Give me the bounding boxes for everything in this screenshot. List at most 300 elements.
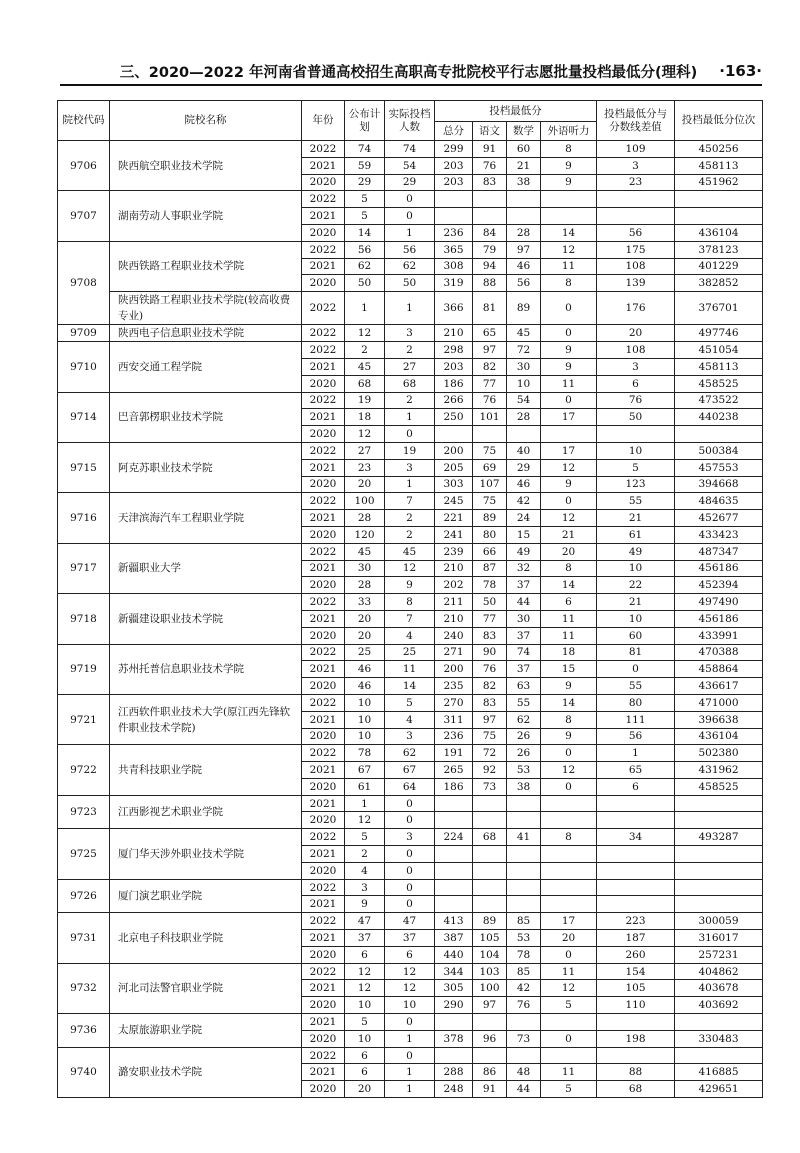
table-row bbox=[58, 745, 763, 762]
cell-plan: 19 bbox=[345, 392, 385, 409]
cell-year: 2022 bbox=[302, 191, 345, 208]
table-row bbox=[58, 342, 763, 359]
cell-plan: 5 bbox=[345, 829, 385, 846]
cell-total: 236 bbox=[435, 728, 473, 745]
cell-math: 78 bbox=[507, 946, 541, 963]
cell-math: 28 bbox=[507, 224, 541, 241]
cell-chinese: 79 bbox=[473, 241, 507, 258]
school-name: 苏州托普信息职业技术学院 bbox=[110, 644, 302, 694]
cell-rank: 382852 bbox=[675, 275, 763, 292]
cell-rank: 452677 bbox=[675, 510, 763, 527]
cell-actual: 67 bbox=[385, 762, 435, 779]
cell-diff: 23 bbox=[597, 174, 675, 191]
cell-rank: 451054 bbox=[675, 342, 763, 359]
cell-diff: 6 bbox=[597, 375, 675, 392]
cell-chinese: 92 bbox=[473, 762, 507, 779]
cell-chinese: 84 bbox=[473, 224, 507, 241]
cell-foreign: 18 bbox=[541, 644, 597, 661]
cell-actual: 0 bbox=[385, 1047, 435, 1064]
cell-math: 44 bbox=[507, 594, 541, 611]
cell-diff: 88 bbox=[597, 1064, 675, 1081]
cell-math: 54 bbox=[507, 392, 541, 409]
cell-plan: 20 bbox=[345, 610, 385, 627]
cell-chinese bbox=[473, 862, 507, 879]
cell-rank: 433423 bbox=[675, 526, 763, 543]
cell-actual: 1 bbox=[385, 1081, 435, 1098]
cell-math bbox=[507, 795, 541, 812]
cell-chinese: 80 bbox=[473, 526, 507, 543]
cell-total: 210 bbox=[435, 560, 473, 577]
cell-foreign: 0 bbox=[541, 292, 597, 325]
cell-rank: 500384 bbox=[675, 442, 763, 459]
cell-diff: 49 bbox=[597, 543, 675, 560]
school-code: 9719 bbox=[58, 644, 110, 694]
cell-foreign: 9 bbox=[541, 342, 597, 359]
cell-actual: 0 bbox=[385, 208, 435, 225]
cell-diff bbox=[597, 191, 675, 208]
cell-year: 2021 bbox=[302, 896, 345, 913]
cell-chinese: 90 bbox=[473, 644, 507, 661]
cell-rank: 456186 bbox=[675, 560, 763, 577]
cell-diff bbox=[597, 896, 675, 913]
cell-diff: 34 bbox=[597, 829, 675, 846]
cell-chinese: 68 bbox=[473, 829, 507, 846]
cell-total: 200 bbox=[435, 661, 473, 678]
cell-math: 10 bbox=[507, 375, 541, 392]
cell-plan: 6 bbox=[345, 1064, 385, 1081]
cell-chinese: 105 bbox=[473, 930, 507, 947]
cell-year: 2022 bbox=[302, 963, 345, 980]
cell-foreign: 11 bbox=[541, 610, 597, 627]
cell-math: 29 bbox=[507, 459, 541, 476]
header-rank: 投档最低分位次 bbox=[675, 101, 763, 141]
cell-diff: 22 bbox=[597, 577, 675, 594]
cell-total bbox=[435, 795, 473, 812]
cell-total: 440 bbox=[435, 946, 473, 963]
cell-math: 63 bbox=[507, 678, 541, 695]
cell-foreign: 0 bbox=[541, 392, 597, 409]
table-row bbox=[58, 594, 763, 611]
cell-diff: 123 bbox=[597, 476, 675, 493]
school-code: 9707 bbox=[58, 191, 110, 241]
cell-foreign bbox=[541, 1014, 597, 1031]
header-actual: 实际投档人数 bbox=[385, 101, 435, 141]
school-code: 9717 bbox=[58, 543, 110, 593]
cell-diff: 80 bbox=[597, 694, 675, 711]
cell-math: 15 bbox=[507, 526, 541, 543]
school-name: 新疆建设职业技术学院 bbox=[110, 594, 302, 644]
cell-year: 2020 bbox=[302, 375, 345, 392]
cell-total bbox=[435, 862, 473, 879]
cell-rank: 433991 bbox=[675, 627, 763, 644]
school-name: 陕西铁路工程职业技术学院 bbox=[110, 241, 302, 291]
cell-plan: 6 bbox=[345, 946, 385, 963]
cell-rank bbox=[675, 862, 763, 879]
cell-actual: 0 bbox=[385, 846, 435, 863]
cell-chinese: 83 bbox=[473, 174, 507, 191]
cell-math: 42 bbox=[507, 980, 541, 997]
table-body bbox=[58, 141, 763, 1098]
cell-rank: 394668 bbox=[675, 476, 763, 493]
school-code: 9726 bbox=[58, 879, 110, 913]
cell-total bbox=[435, 1014, 473, 1031]
cell-rank: 456186 bbox=[675, 610, 763, 627]
cell-actual: 3 bbox=[385, 325, 435, 342]
cell-rank: 416885 bbox=[675, 1064, 763, 1081]
cell-actual: 3 bbox=[385, 829, 435, 846]
cell-math bbox=[507, 879, 541, 896]
cell-plan: 46 bbox=[345, 678, 385, 695]
cell-chinese: 97 bbox=[473, 997, 507, 1014]
cell-chinese: 82 bbox=[473, 678, 507, 695]
cell-math: 26 bbox=[507, 728, 541, 745]
cell-chinese: 103 bbox=[473, 963, 507, 980]
school-code: 9725 bbox=[58, 829, 110, 879]
cell-total bbox=[435, 879, 473, 896]
cell-actual: 19 bbox=[385, 442, 435, 459]
cell-actual: 9 bbox=[385, 577, 435, 594]
cell-foreign: 8 bbox=[541, 560, 597, 577]
cell-actual: 7 bbox=[385, 493, 435, 510]
school-name: 潞安职业技术学院 bbox=[110, 1047, 302, 1097]
cell-year: 2022 bbox=[302, 745, 345, 762]
school-code: 9716 bbox=[58, 493, 110, 543]
cell-rank: 473522 bbox=[675, 392, 763, 409]
school-code: 9736 bbox=[58, 1014, 110, 1048]
table-row bbox=[58, 191, 763, 208]
cell-actual: 5 bbox=[385, 694, 435, 711]
school-name: 陕西电子信息职业技术学院 bbox=[110, 325, 302, 342]
cell-actual: 64 bbox=[385, 778, 435, 795]
cell-foreign bbox=[541, 426, 597, 443]
cell-actual: 54 bbox=[385, 157, 435, 174]
cell-actual: 1 bbox=[385, 1030, 435, 1047]
table-row bbox=[58, 543, 763, 560]
cell-diff bbox=[597, 812, 675, 829]
school-code: 9708 bbox=[58, 241, 110, 324]
cell-math: 72 bbox=[507, 342, 541, 359]
cell-actual: 4 bbox=[385, 711, 435, 728]
cell-total: 271 bbox=[435, 644, 473, 661]
cell-year: 2020 bbox=[302, 862, 345, 879]
cell-total: 191 bbox=[435, 745, 473, 762]
cell-year: 2022 bbox=[302, 694, 345, 711]
cell-math: 28 bbox=[507, 409, 541, 426]
cell-chinese: 78 bbox=[473, 577, 507, 594]
cell-foreign: 8 bbox=[541, 141, 597, 158]
cell-rank: 471000 bbox=[675, 694, 763, 711]
cell-total: 224 bbox=[435, 829, 473, 846]
cell-plan: 20 bbox=[345, 1081, 385, 1098]
cell-year: 2022 bbox=[302, 594, 345, 611]
cell-chinese: 76 bbox=[473, 157, 507, 174]
cell-plan: 62 bbox=[345, 258, 385, 275]
cell-rank: 376701 bbox=[675, 292, 763, 325]
cell-math: 37 bbox=[507, 627, 541, 644]
cell-year: 2022 bbox=[302, 644, 345, 661]
cell-diff: 61 bbox=[597, 526, 675, 543]
cell-math: 44 bbox=[507, 1081, 541, 1098]
table-row bbox=[58, 829, 763, 846]
cell-plan: 61 bbox=[345, 778, 385, 795]
cell-actual: 25 bbox=[385, 644, 435, 661]
cell-year: 2022 bbox=[302, 141, 345, 158]
cell-year: 2022 bbox=[302, 325, 345, 342]
cell-actual: 4 bbox=[385, 627, 435, 644]
cell-foreign: 20 bbox=[541, 930, 597, 947]
cell-plan: 50 bbox=[345, 275, 385, 292]
cell-rank: 378123 bbox=[675, 241, 763, 258]
table-row bbox=[58, 1047, 763, 1064]
cell-actual: 2 bbox=[385, 510, 435, 527]
cell-plan: 1 bbox=[345, 292, 385, 325]
cell-total: 303 bbox=[435, 476, 473, 493]
cell-rank: 440238 bbox=[675, 409, 763, 426]
cell-plan: 1 bbox=[345, 795, 385, 812]
cell-foreign bbox=[541, 812, 597, 829]
cell-actual: 62 bbox=[385, 745, 435, 762]
cell-math bbox=[507, 896, 541, 913]
cell-rank bbox=[675, 879, 763, 896]
school-name: 陕西航空职业技术学院 bbox=[110, 141, 302, 191]
cell-actual: 1 bbox=[385, 409, 435, 426]
cell-rank: 457553 bbox=[675, 459, 763, 476]
cell-actual: 2 bbox=[385, 526, 435, 543]
cell-chinese: 81 bbox=[473, 292, 507, 325]
cell-math: 32 bbox=[507, 560, 541, 577]
cell-chinese: 88 bbox=[473, 275, 507, 292]
cell-diff: 109 bbox=[597, 141, 675, 158]
table-row bbox=[58, 913, 763, 930]
cell-foreign: 9 bbox=[541, 728, 597, 745]
cell-diff: 20 bbox=[597, 325, 675, 342]
cell-chinese: 97 bbox=[473, 711, 507, 728]
cell-foreign bbox=[541, 846, 597, 863]
school-code: 9709 bbox=[58, 325, 110, 342]
table-row bbox=[58, 1014, 763, 1031]
cell-plan: 68 bbox=[345, 375, 385, 392]
cell-chinese: 82 bbox=[473, 358, 507, 375]
cell-year: 2021 bbox=[302, 846, 345, 863]
cell-math bbox=[507, 862, 541, 879]
header-foreign: 外语听力 bbox=[541, 122, 597, 141]
header-diff: 投档最低分与分数线差值 bbox=[597, 101, 675, 141]
cell-plan: 12 bbox=[345, 963, 385, 980]
cell-math: 40 bbox=[507, 442, 541, 459]
cell-plan: 14 bbox=[345, 224, 385, 241]
cell-year: 2021 bbox=[302, 610, 345, 627]
cell-actual: 0 bbox=[385, 795, 435, 812]
header-year: 年份 bbox=[302, 101, 345, 141]
cell-year: 2021 bbox=[302, 409, 345, 426]
cell-diff bbox=[597, 1047, 675, 1064]
cell-diff: 56 bbox=[597, 728, 675, 745]
cell-plan: 29 bbox=[345, 174, 385, 191]
cell-chinese bbox=[473, 812, 507, 829]
cell-year: 2021 bbox=[302, 459, 345, 476]
cell-actual: 3 bbox=[385, 728, 435, 745]
header-chinese: 语文 bbox=[473, 122, 507, 141]
table-row bbox=[58, 392, 763, 409]
cell-year: 2022 bbox=[302, 879, 345, 896]
page-header bbox=[60, 58, 762, 86]
school-name: 江西影视艺术职业学院 bbox=[110, 795, 302, 829]
cell-math bbox=[507, 1047, 541, 1064]
cell-total: 288 bbox=[435, 1064, 473, 1081]
cell-total: 248 bbox=[435, 1081, 473, 1098]
cell-math bbox=[507, 191, 541, 208]
cell-total: 186 bbox=[435, 778, 473, 795]
cell-diff: 260 bbox=[597, 946, 675, 963]
cell-math: 24 bbox=[507, 510, 541, 527]
cell-foreign: 9 bbox=[541, 678, 597, 695]
cell-rank: 452394 bbox=[675, 577, 763, 594]
cell-math: 37 bbox=[507, 577, 541, 594]
school-code: 9710 bbox=[58, 342, 110, 392]
cell-chinese bbox=[473, 426, 507, 443]
cell-foreign: 17 bbox=[541, 409, 597, 426]
cell-year: 2020 bbox=[302, 275, 345, 292]
cell-foreign: 5 bbox=[541, 997, 597, 1014]
cell-year: 2022 bbox=[302, 1047, 345, 1064]
header-plan: 公布计划 bbox=[345, 101, 385, 141]
cell-actual: 56 bbox=[385, 241, 435, 258]
cell-year: 2021 bbox=[302, 157, 345, 174]
table-row bbox=[58, 879, 763, 896]
cell-foreign: 8 bbox=[541, 711, 597, 728]
cell-math: 73 bbox=[507, 1030, 541, 1047]
cell-rank: 487347 bbox=[675, 543, 763, 560]
cell-diff: 3 bbox=[597, 157, 675, 174]
cell-math: 53 bbox=[507, 762, 541, 779]
cell-diff: 0 bbox=[597, 661, 675, 678]
school-name: 共青科技职业学院 bbox=[110, 745, 302, 795]
cell-diff: 1 bbox=[597, 745, 675, 762]
school-code: 9731 bbox=[58, 913, 110, 963]
cell-foreign: 12 bbox=[541, 459, 597, 476]
cell-year: 2021 bbox=[302, 560, 345, 577]
cell-total: 290 bbox=[435, 997, 473, 1014]
cell-foreign: 0 bbox=[541, 778, 597, 795]
cell-plan: 74 bbox=[345, 141, 385, 158]
table-row bbox=[58, 493, 763, 510]
cell-math: 26 bbox=[507, 745, 541, 762]
cell-plan: 25 bbox=[345, 644, 385, 661]
cell-foreign: 9 bbox=[541, 476, 597, 493]
cell-plan: 33 bbox=[345, 594, 385, 611]
cell-diff: 21 bbox=[597, 510, 675, 527]
cell-year: 2020 bbox=[302, 997, 345, 1014]
cell-foreign: 9 bbox=[541, 358, 597, 375]
cell-rank: 458113 bbox=[675, 358, 763, 375]
cell-rank: 436104 bbox=[675, 728, 763, 745]
cell-chinese bbox=[473, 1047, 507, 1064]
cell-total bbox=[435, 1047, 473, 1064]
cell-actual: 6 bbox=[385, 946, 435, 963]
cell-diff: 154 bbox=[597, 963, 675, 980]
cell-foreign bbox=[541, 208, 597, 225]
cell-total: 241 bbox=[435, 526, 473, 543]
cell-actual: 74 bbox=[385, 141, 435, 158]
cell-diff bbox=[597, 1014, 675, 1031]
cell-year: 2022 bbox=[302, 342, 345, 359]
cell-year: 2020 bbox=[302, 476, 345, 493]
cell-total: 210 bbox=[435, 325, 473, 342]
cell-actual: 0 bbox=[385, 426, 435, 443]
cell-chinese: 73 bbox=[473, 778, 507, 795]
cell-chinese: 107 bbox=[473, 476, 507, 493]
cell-plan: 20 bbox=[345, 476, 385, 493]
cell-diff: 139 bbox=[597, 275, 675, 292]
cell-actual: 29 bbox=[385, 174, 435, 191]
cell-year: 2021 bbox=[302, 510, 345, 527]
cell-math: 89 bbox=[507, 292, 541, 325]
cell-actual: 12 bbox=[385, 963, 435, 980]
cell-foreign: 0 bbox=[541, 325, 597, 342]
cell-chinese: 100 bbox=[473, 980, 507, 997]
cell-plan: 10 bbox=[345, 1030, 385, 1047]
cell-plan: 46 bbox=[345, 661, 385, 678]
cell-math: 85 bbox=[507, 963, 541, 980]
cell-year: 2021 bbox=[302, 711, 345, 728]
cell-chinese bbox=[473, 846, 507, 863]
cell-rank: 431962 bbox=[675, 762, 763, 779]
cell-year: 2021 bbox=[302, 358, 345, 375]
cell-diff: 10 bbox=[597, 442, 675, 459]
cell-diff: 21 bbox=[597, 594, 675, 611]
cell-math: 49 bbox=[507, 543, 541, 560]
cell-actual: 1 bbox=[385, 476, 435, 493]
cell-rank: 403678 bbox=[675, 980, 763, 997]
cell-math: 37 bbox=[507, 661, 541, 678]
cell-year: 2021 bbox=[302, 208, 345, 225]
table-row bbox=[58, 325, 763, 342]
cell-foreign: 12 bbox=[541, 762, 597, 779]
cell-foreign: 8 bbox=[541, 829, 597, 846]
cell-diff: 55 bbox=[597, 678, 675, 695]
cell-year: 2020 bbox=[302, 778, 345, 795]
cell-actual: 0 bbox=[385, 879, 435, 896]
school-name: 河北司法警官职业学院 bbox=[110, 963, 302, 1013]
cell-total: 365 bbox=[435, 241, 473, 258]
cell-year: 2020 bbox=[302, 224, 345, 241]
cell-diff bbox=[597, 879, 675, 896]
cell-actual: 1 bbox=[385, 224, 435, 241]
cell-total: 235 bbox=[435, 678, 473, 695]
cell-year: 2020 bbox=[302, 678, 345, 695]
cell-rank: 458864 bbox=[675, 661, 763, 678]
cell-year: 2020 bbox=[302, 728, 345, 745]
cell-foreign bbox=[541, 879, 597, 896]
cell-year: 2020 bbox=[302, 577, 345, 594]
cell-plan: 5 bbox=[345, 208, 385, 225]
cell-actual: 12 bbox=[385, 980, 435, 997]
cell-plan: 2 bbox=[345, 846, 385, 863]
school-code: 9718 bbox=[58, 594, 110, 644]
cell-year: 2021 bbox=[302, 980, 345, 997]
cell-foreign: 11 bbox=[541, 1064, 597, 1081]
cell-math: 38 bbox=[507, 778, 541, 795]
cell-math: 42 bbox=[507, 493, 541, 510]
cell-foreign: 11 bbox=[541, 627, 597, 644]
cell-actual: 14 bbox=[385, 678, 435, 695]
cell-total: 211 bbox=[435, 594, 473, 611]
cell-plan: 5 bbox=[345, 191, 385, 208]
cell-chinese: 89 bbox=[473, 510, 507, 527]
cell-diff: 65 bbox=[597, 762, 675, 779]
school-name: 陕西铁路工程职业技术学院(较高收费专业) bbox=[110, 292, 302, 325]
cell-chinese: 91 bbox=[473, 141, 507, 158]
